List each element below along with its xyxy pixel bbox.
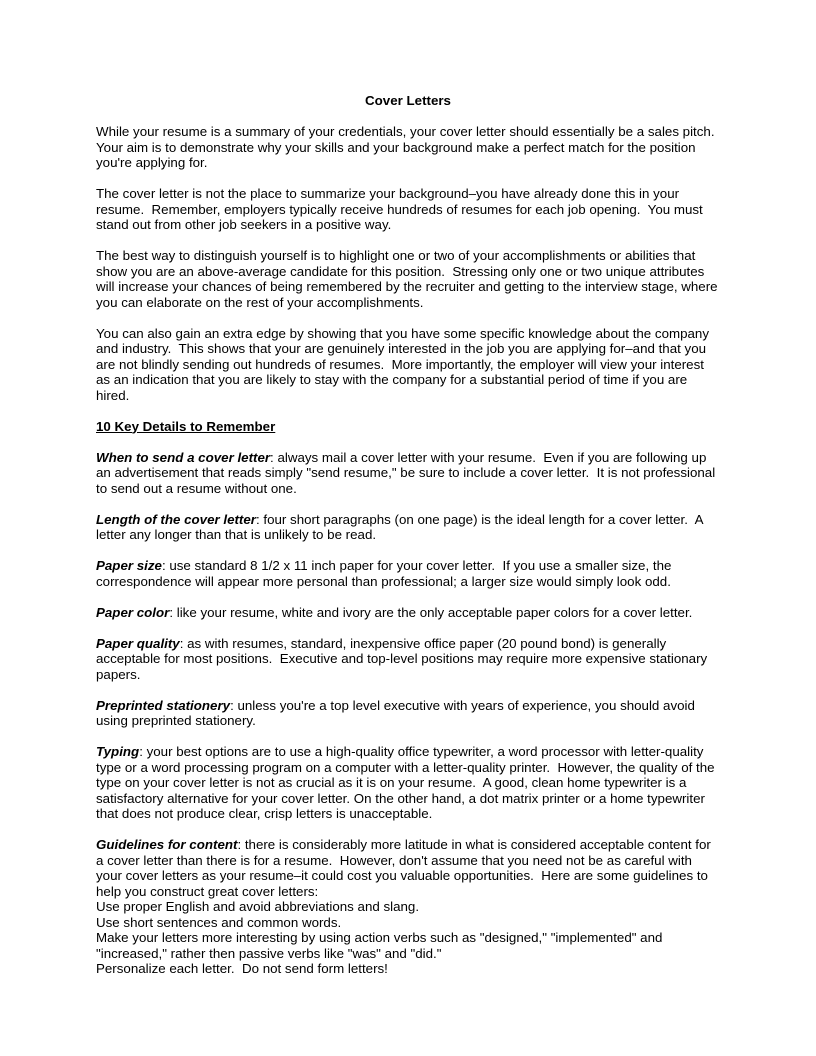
key-detail-guidelines — [96, 837, 720, 899]
section-heading — [96, 419, 720, 435]
key-detail-label: Paper size — [96, 558, 162, 573]
key-detail-label: Paper quality — [96, 635, 180, 651]
key-detail-text: : there is considerably more latitude in what is considered acceptable content for a cover letter than there is for a resume. However, don't assume that you need not be as careful with your cover letters as your resume–it could cost you valuable opportunities. Here are some guidelines to help you construct great cover letters: — [96, 837, 715, 899]
intro-paragraph-1: While your resume is a summary of your credentials, your cover letter should essentially be a sales pitch. Your aim is to demonstrate why your skills and your background make a perfect match for the position you're applying for. — [96, 124, 722, 170]
guideline-line-1: Use proper English and avoid abbreviations and slang. — [96, 899, 420, 914]
page-title: Cover Letters — [365, 93, 451, 108]
key-detail-label: Typing — [96, 744, 140, 759]
key-detail-label: Guidelines for content — [96, 837, 238, 852]
key-detail-when-to-send — [96, 450, 720, 497]
intro-paragraph-3: The best way to distinguish yourself is to highlight one or two of your accomplishments or abilities that show you are an above-average candidate for this position. Stressing only one or two unique attributes will increase your chances of being remembered by the recruiter and getting to the interview stage, where you can elaborate on the rest of your accomplishments. — [96, 248, 722, 310]
key-detail-paper-color — [96, 605, 720, 621]
guideline-line-3: Make your letters more interesting by using action verbs such as "designed," "implemented" and "increased," rather then passive verbs like "was" and "did." — [96, 930, 667, 961]
key-detail-label: Length of the cover letter — [96, 511, 256, 527]
key-detail-text: : use standard 8 1/2 x 11 inch paper for your cover letter. If you use a smaller size, the correspondence will appear more personal than professional; a larger size would simply look odd. — [96, 558, 676, 589]
intro-paragraph-4: You can also gain an extra edge by showing that you have some specific knowledge about the company and industry. This shows that your are genuinely interested in the job you are applying for–and that you are not blindly sending out hundreds of resumes. More importantly, the employer will view your interest as an indication that you are likely to stay with the company for a substantial period of time if you are hired. — [96, 325, 713, 403]
guideline-line-2: Use short sentences and common words. — [96, 914, 342, 930]
key-detail-typing — [96, 744, 720, 822]
guideline-line-4: Personalize each letter. Do not send form letters! — [96, 961, 388, 976]
key-detail-label: Preprinted stationery — [96, 697, 231, 713]
key-detail-text: : unless you're a top level executive with years of experience, you should avoid using preprinted stationery. — [96, 697, 699, 728]
key-detail-text: : always mail a cover letter with your resume. Even if you are following up an advertisement that reads simply "send resume," be sure to include a cover letter. It is not professional to send out a resume without one. — [96, 449, 719, 496]
key-detail-text: : like your resume, white and ivory are the only acceptable paper colors for a cover letter. — [169, 604, 693, 620]
key-detail-paper-quality — [96, 636, 720, 683]
key-detail-text: : your best options are to use a high-quality office typewriter, a word processor with letter-quality type or a word processing program on a computer with a letter-quality printer. However, the quality of the type on your cover letter is not as crucial as it is on your resume. A good, clean home typewriter is a satisfactory alternative for your cover letter. On the other hand, a dot matrix printer or a home typewriter that does not produce clear, crisp letters is unacceptable. — [96, 744, 719, 821]
key-detail-preprinted-stationery — [96, 698, 720, 729]
section-heading-text: 10 Key Details to Remember — [96, 418, 276, 434]
key-detail-text: : as with resumes, standard, inexpensive office paper (20 pound bond) is generally acceptable for most positions. Executive and top-level positions may require more expensive stationary papers. — [96, 635, 711, 682]
key-detail-text: : four short paragraphs (on one page) is the ideal length for a cover letter. A letter any longer than that is unlikely to be read. — [96, 511, 707, 542]
key-detail-paper-size — [96, 558, 720, 589]
key-detail-length — [96, 512, 720, 543]
intro-paragraph-2: The cover letter is not the place to summarize your background–you have already done this in your resume. Remember, employers typically receive hundreds of resumes for each job opening. You must stand out from other job seekers in a positive way. — [96, 186, 707, 232]
key-detail-label: When to send a cover letter — [96, 449, 271, 465]
key-detail-label: Paper color — [96, 604, 170, 620]
